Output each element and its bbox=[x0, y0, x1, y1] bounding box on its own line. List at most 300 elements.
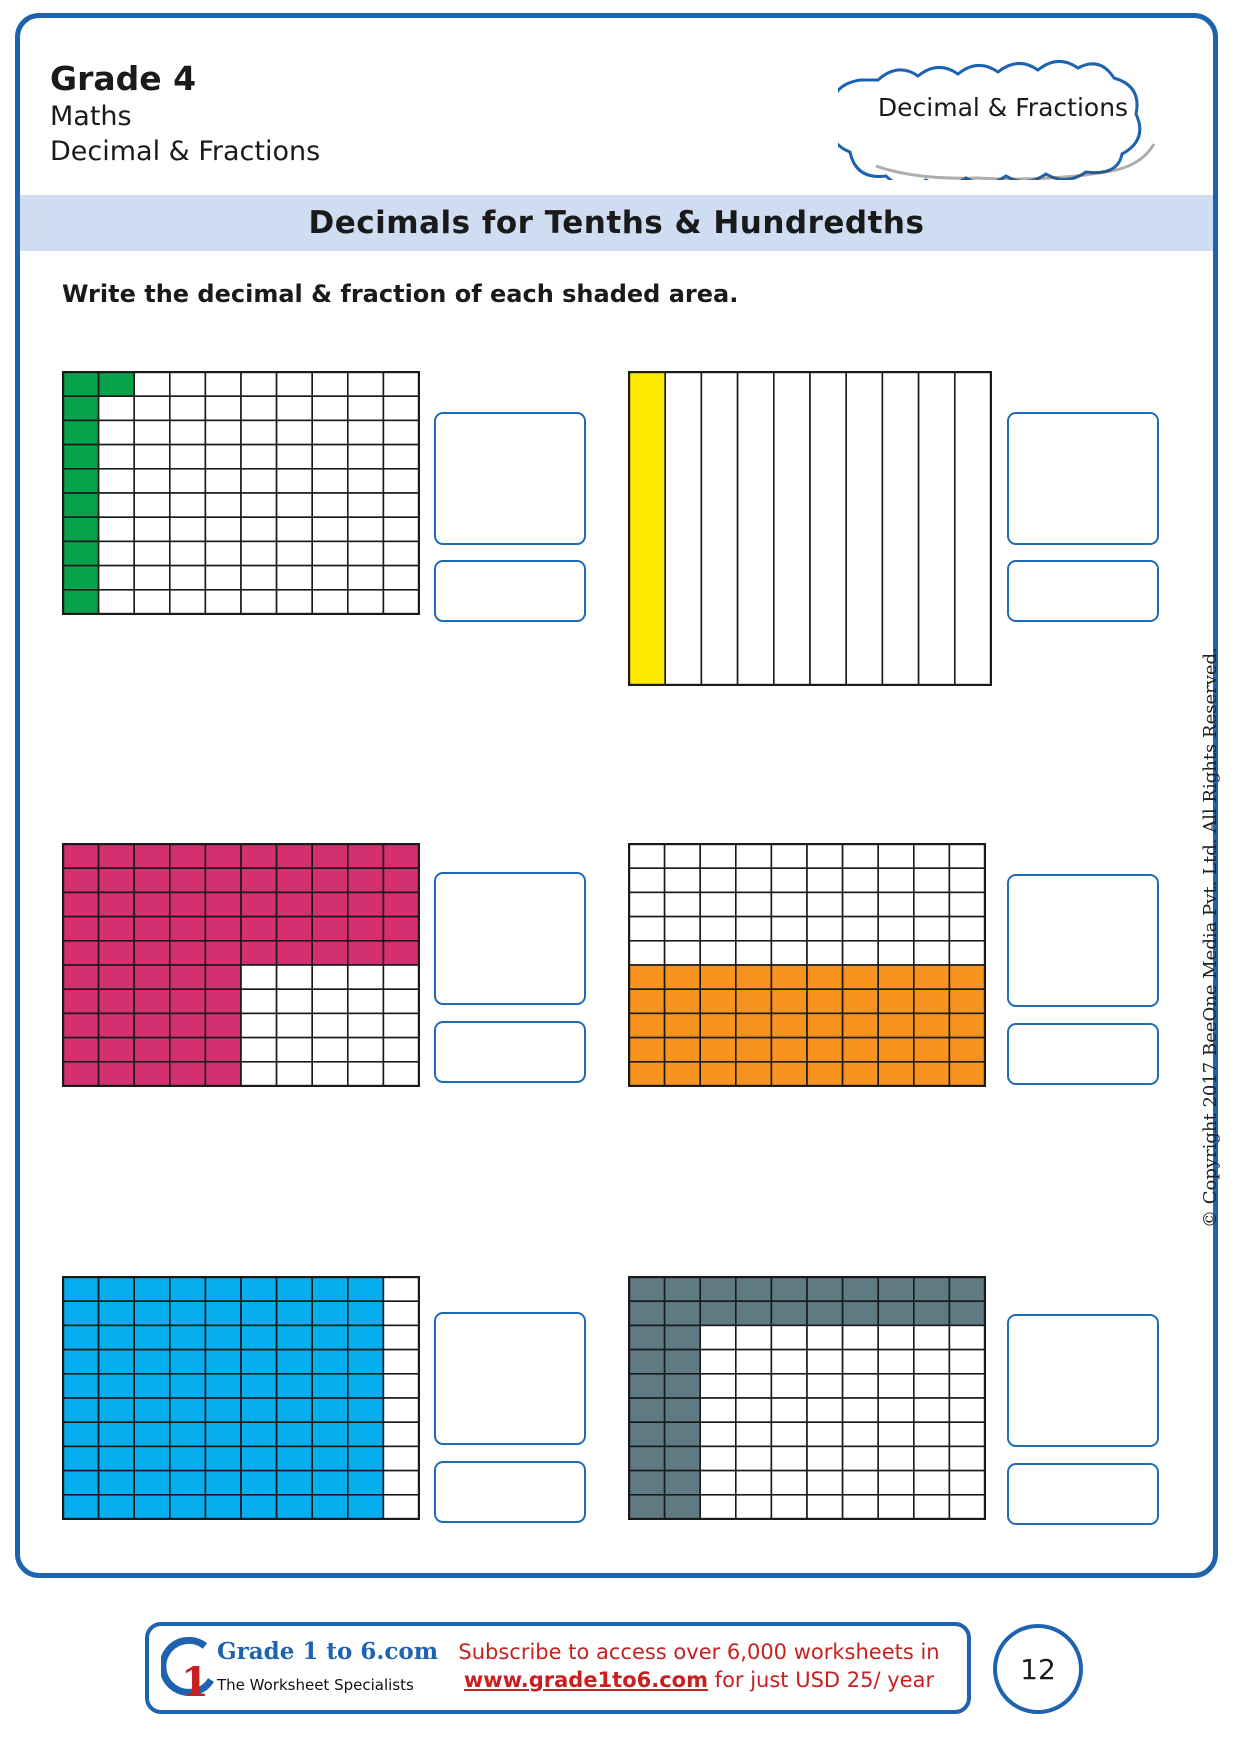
grid-cell bbox=[312, 590, 348, 614]
grid-cell bbox=[170, 1013, 206, 1037]
subscribe-promo bbox=[449, 1638, 949, 1694]
grid-cell bbox=[629, 1471, 665, 1495]
grid-cell bbox=[170, 1422, 206, 1446]
page-number-badge: 12 bbox=[993, 1624, 1083, 1714]
grid-cell bbox=[700, 1422, 736, 1446]
grid-cell bbox=[914, 1277, 950, 1301]
grid-cell bbox=[383, 493, 419, 517]
grid-cell bbox=[205, 1277, 241, 1301]
grid-cell bbox=[736, 1471, 772, 1495]
grid-cell bbox=[383, 372, 419, 396]
grid-cell bbox=[205, 396, 241, 420]
grid-cell bbox=[629, 941, 665, 965]
grid-cell bbox=[277, 1374, 313, 1398]
grid-cell bbox=[771, 989, 807, 1013]
grid-cell bbox=[700, 1446, 736, 1470]
grid-cell bbox=[63, 868, 99, 892]
grid-cell bbox=[700, 1495, 736, 1519]
grid-cell bbox=[914, 1350, 950, 1374]
problem-6-fraction-box[interactable] bbox=[1007, 1314, 1159, 1447]
grid-cell bbox=[383, 517, 419, 541]
grid-cell bbox=[63, 965, 99, 989]
grid-cell bbox=[383, 989, 419, 1013]
grid-cell bbox=[736, 965, 772, 989]
grid-cell bbox=[63, 941, 99, 965]
grid-cell bbox=[949, 892, 985, 916]
grid-cell bbox=[63, 469, 99, 493]
grid-cell bbox=[99, 989, 135, 1013]
grid-cell bbox=[277, 965, 313, 989]
grid-cell bbox=[914, 1325, 950, 1349]
grid-cell bbox=[949, 1301, 985, 1325]
grid-cell bbox=[277, 541, 313, 565]
grid-cell bbox=[134, 469, 170, 493]
grid-cell bbox=[205, 1013, 241, 1037]
grid-cell bbox=[277, 517, 313, 541]
grid-cell bbox=[700, 917, 736, 941]
grid-cell bbox=[170, 1398, 206, 1422]
grid-cell bbox=[312, 1325, 348, 1349]
grid-cell bbox=[700, 1013, 736, 1037]
grid-cell bbox=[241, 1301, 277, 1325]
grid-cell bbox=[348, 372, 384, 396]
grid-cell bbox=[807, 892, 843, 916]
grid-cell bbox=[736, 1446, 772, 1470]
grid-cell bbox=[665, 892, 701, 916]
grid-cell bbox=[914, 1422, 950, 1446]
grid-cell bbox=[277, 1325, 313, 1349]
grid-cell bbox=[843, 844, 879, 868]
grid-cell bbox=[241, 493, 277, 517]
grid-cell bbox=[63, 1374, 99, 1398]
grid-cell bbox=[134, 517, 170, 541]
grid-cell bbox=[277, 420, 313, 444]
grid-cell bbox=[348, 965, 384, 989]
grid-cell bbox=[63, 396, 99, 420]
grid-cell bbox=[99, 493, 135, 517]
grid-cell bbox=[99, 372, 135, 396]
grid-cell bbox=[134, 1495, 170, 1519]
grid-cell bbox=[134, 1350, 170, 1374]
grid-cell bbox=[736, 1374, 772, 1398]
grid-cell bbox=[170, 590, 206, 614]
grid-cell bbox=[736, 1350, 772, 1374]
grid-cell bbox=[312, 892, 348, 916]
grid-cell bbox=[383, 541, 419, 565]
grid-cell bbox=[949, 1374, 985, 1398]
grid-cell bbox=[665, 1277, 701, 1301]
grid-cell bbox=[277, 396, 313, 420]
grid-cell bbox=[277, 917, 313, 941]
grid-cell bbox=[312, 917, 348, 941]
grid-cell bbox=[629, 1422, 665, 1446]
grid-cell bbox=[807, 941, 843, 965]
grid-cell bbox=[99, 1422, 135, 1446]
grid-cell bbox=[700, 892, 736, 916]
website-link[interactable]: www.grade1to6.com bbox=[463, 1668, 708, 1692]
grid-cell bbox=[63, 372, 99, 396]
grid-cell bbox=[63, 445, 99, 469]
grid-cell bbox=[665, 1062, 701, 1086]
grid-cell bbox=[700, 1277, 736, 1301]
grid-cell bbox=[736, 892, 772, 916]
grid-cell bbox=[348, 1013, 384, 1037]
grid-cell bbox=[914, 1471, 950, 1495]
grid-cell bbox=[878, 917, 914, 941]
grid-cell bbox=[241, 517, 277, 541]
grid-cell bbox=[205, 493, 241, 517]
grid-cell bbox=[205, 989, 241, 1013]
grid-cell bbox=[736, 989, 772, 1013]
grid-cell bbox=[736, 1013, 772, 1037]
grid-cell bbox=[205, 1398, 241, 1422]
grid-cell bbox=[700, 1038, 736, 1062]
grid-cell bbox=[348, 1398, 384, 1422]
problem-2-decimal-box[interactable] bbox=[1007, 560, 1159, 622]
grid-cell bbox=[878, 1350, 914, 1374]
grid-cell bbox=[99, 1446, 135, 1470]
cloud-label: Decimal & Fractions bbox=[877, 93, 1129, 122]
grid-cell bbox=[665, 1495, 701, 1519]
grid-cell bbox=[277, 892, 313, 916]
grid-cell bbox=[312, 541, 348, 565]
grid-cell bbox=[348, 1301, 384, 1325]
grid-cell bbox=[170, 566, 206, 590]
grid-cell bbox=[99, 396, 135, 420]
grid-cell bbox=[99, 1374, 135, 1398]
grid-cell bbox=[914, 1038, 950, 1062]
grid-cell bbox=[205, 1038, 241, 1062]
grid-cell bbox=[919, 372, 955, 685]
grid-cell bbox=[843, 1422, 879, 1446]
grid-cell bbox=[63, 1422, 99, 1446]
grid-cell bbox=[170, 1038, 206, 1062]
grid-cell bbox=[949, 1471, 985, 1495]
grid-cell bbox=[878, 868, 914, 892]
problem-6-decimal-box[interactable] bbox=[1007, 1463, 1159, 1525]
grid-cell bbox=[348, 1374, 384, 1398]
grid-cell bbox=[241, 844, 277, 868]
grid-cell bbox=[170, 445, 206, 469]
grid-cell bbox=[914, 989, 950, 1013]
grid-cell bbox=[736, 1062, 772, 1086]
problem-1-grid bbox=[62, 371, 420, 615]
grid-cell bbox=[277, 372, 313, 396]
grid-cell bbox=[99, 892, 135, 916]
grid-cell bbox=[348, 493, 384, 517]
problem-4-fraction-box[interactable] bbox=[1007, 874, 1159, 1007]
grid-cell bbox=[348, 420, 384, 444]
grid-cell bbox=[914, 868, 950, 892]
grid-cell bbox=[134, 1277, 170, 1301]
problem-2-fraction-box[interactable] bbox=[1007, 412, 1159, 545]
grid-cell bbox=[63, 566, 99, 590]
grid-cell bbox=[949, 1495, 985, 1519]
grid-cell bbox=[383, 1013, 419, 1037]
grid-cell bbox=[63, 1277, 99, 1301]
problem-3-fraction-box[interactable] bbox=[434, 872, 586, 1005]
grid-cell bbox=[170, 1277, 206, 1301]
grid-cell bbox=[383, 868, 419, 892]
grid-cell bbox=[241, 1350, 277, 1374]
grid-cell bbox=[665, 1325, 701, 1349]
grid-cell bbox=[383, 1301, 419, 1325]
grid-cell bbox=[170, 1374, 206, 1398]
grid-cell bbox=[99, 1495, 135, 1519]
grid-cell bbox=[383, 1038, 419, 1062]
grid-cell bbox=[312, 1422, 348, 1446]
grid-cell bbox=[99, 1013, 135, 1037]
grid-cell bbox=[878, 965, 914, 989]
grid-cell bbox=[807, 1038, 843, 1062]
grid-cell bbox=[205, 1495, 241, 1519]
grid-cell bbox=[241, 469, 277, 493]
grid-cell bbox=[241, 965, 277, 989]
grid-cell bbox=[949, 917, 985, 941]
grid-cell bbox=[771, 1350, 807, 1374]
grid-cell bbox=[99, 566, 135, 590]
grid-cell bbox=[134, 372, 170, 396]
grid-cell bbox=[700, 1374, 736, 1398]
grid-cell bbox=[312, 1038, 348, 1062]
grid-cell bbox=[312, 844, 348, 868]
grid-cell bbox=[629, 965, 665, 989]
grid-cell bbox=[878, 1422, 914, 1446]
grid-cell bbox=[383, 1374, 419, 1398]
grid-cell bbox=[383, 1422, 419, 1446]
grid-cell bbox=[277, 1062, 313, 1086]
grid-cell bbox=[312, 493, 348, 517]
grid-cell bbox=[949, 1062, 985, 1086]
grid-cell bbox=[348, 941, 384, 965]
grid-cell bbox=[629, 1398, 665, 1422]
grid-cell bbox=[348, 1495, 384, 1519]
grid-cell bbox=[383, 941, 419, 965]
grid-cell bbox=[629, 1013, 665, 1037]
grid-cell bbox=[700, 844, 736, 868]
grid-cell bbox=[878, 1062, 914, 1086]
grid-cell bbox=[700, 1350, 736, 1374]
grid-cell bbox=[771, 1398, 807, 1422]
subject-heading: Maths bbox=[50, 101, 132, 132]
grid-cell bbox=[277, 941, 313, 965]
grid-cell bbox=[134, 566, 170, 590]
problem-5-decimal-box[interactable] bbox=[434, 1461, 586, 1523]
grid-cell bbox=[771, 1062, 807, 1086]
grid-cell bbox=[878, 1013, 914, 1037]
grid-cell bbox=[205, 541, 241, 565]
grid-cell bbox=[383, 1277, 419, 1301]
grid-cell bbox=[312, 941, 348, 965]
grid-cell bbox=[348, 892, 384, 916]
grid-cell bbox=[629, 1350, 665, 1374]
grid-cell bbox=[736, 917, 772, 941]
grid-cell bbox=[312, 566, 348, 590]
grid-cell bbox=[205, 445, 241, 469]
grid-cell bbox=[205, 566, 241, 590]
grid-cell bbox=[665, 1471, 701, 1495]
grid-cell bbox=[771, 1301, 807, 1325]
grid-cell bbox=[878, 1277, 914, 1301]
grid-cell bbox=[312, 469, 348, 493]
grid-cell bbox=[63, 1398, 99, 1422]
grid-cell bbox=[807, 1446, 843, 1470]
grid-cell bbox=[205, 844, 241, 868]
grid-cell bbox=[843, 1398, 879, 1422]
grid-cell bbox=[665, 1038, 701, 1062]
grid-cell bbox=[736, 1325, 772, 1349]
grid-cell bbox=[134, 1038, 170, 1062]
grid-cell bbox=[383, 590, 419, 614]
grid-cell bbox=[955, 372, 991, 685]
grid-cell bbox=[807, 1277, 843, 1301]
grid-cell bbox=[99, 1038, 135, 1062]
grid-cell bbox=[134, 1374, 170, 1398]
problem-3-decimal-box[interactable] bbox=[434, 1021, 586, 1083]
grid-cell bbox=[348, 517, 384, 541]
grid-cell bbox=[949, 1350, 985, 1374]
problem-5-fraction-box[interactable] bbox=[434, 1312, 586, 1445]
grid-cell bbox=[241, 1471, 277, 1495]
grid-cell bbox=[701, 372, 737, 685]
grid-cell bbox=[205, 917, 241, 941]
grid-cell bbox=[348, 1277, 384, 1301]
grid-cell bbox=[205, 1301, 241, 1325]
grid-cell bbox=[63, 1013, 99, 1037]
grid-cell bbox=[63, 1062, 99, 1086]
grid-cell bbox=[99, 868, 135, 892]
grid-cell bbox=[170, 1325, 206, 1349]
grid-cell bbox=[205, 590, 241, 614]
grid-cell bbox=[170, 965, 206, 989]
grid-cell bbox=[312, 1398, 348, 1422]
logo-title: Grade 1 to 6.com bbox=[217, 1638, 439, 1665]
grid-cell bbox=[736, 1277, 772, 1301]
grid-cell bbox=[736, 844, 772, 868]
grid-cell bbox=[205, 1422, 241, 1446]
grid-cell bbox=[665, 1301, 701, 1325]
grid-cell bbox=[807, 989, 843, 1013]
grid-cell bbox=[63, 1446, 99, 1470]
problem-4-grid bbox=[628, 843, 986, 1087]
grid-cell bbox=[63, 1038, 99, 1062]
grid-cell bbox=[348, 541, 384, 565]
grid-cell bbox=[170, 917, 206, 941]
grid-cell bbox=[383, 1495, 419, 1519]
grid-cell bbox=[170, 396, 206, 420]
grid-cell bbox=[771, 1471, 807, 1495]
grid-cell bbox=[843, 1446, 879, 1470]
grid-cell bbox=[134, 868, 170, 892]
grid-cell bbox=[241, 1446, 277, 1470]
grid-cell bbox=[807, 1325, 843, 1349]
grid-cell bbox=[914, 1062, 950, 1086]
grid-cell bbox=[205, 372, 241, 396]
grid-cell bbox=[700, 989, 736, 1013]
grid-cell bbox=[241, 420, 277, 444]
grid-cell bbox=[241, 566, 277, 590]
grid-cell bbox=[205, 868, 241, 892]
grid-cell bbox=[736, 1301, 772, 1325]
grid-cell bbox=[665, 1350, 701, 1374]
grid-cell bbox=[63, 590, 99, 614]
grid-cell bbox=[312, 1301, 348, 1325]
grid-cell bbox=[277, 1038, 313, 1062]
grid-cell bbox=[348, 396, 384, 420]
grid-cell bbox=[277, 844, 313, 868]
grid-cell bbox=[241, 396, 277, 420]
grid-cell bbox=[914, 892, 950, 916]
grid-cell bbox=[878, 1374, 914, 1398]
grid-cell bbox=[63, 1301, 99, 1325]
grid-cell bbox=[134, 965, 170, 989]
problem-4-decimal-box[interactable] bbox=[1007, 1023, 1159, 1085]
grid-cell bbox=[771, 917, 807, 941]
grid-cell bbox=[629, 892, 665, 916]
grid-cell bbox=[99, 445, 135, 469]
problem-1-fraction-box[interactable] bbox=[434, 412, 586, 545]
grid-cell bbox=[348, 1325, 384, 1349]
grid-cell bbox=[63, 1471, 99, 1495]
grid-cell bbox=[134, 590, 170, 614]
footer-banner bbox=[145, 1622, 971, 1714]
grid-cell bbox=[843, 965, 879, 989]
grid-cell bbox=[99, 917, 135, 941]
grid-cell bbox=[312, 1013, 348, 1037]
grid-cell bbox=[241, 917, 277, 941]
grid-cell bbox=[878, 1301, 914, 1325]
grid-cell bbox=[629, 868, 665, 892]
grid-cell bbox=[134, 541, 170, 565]
grid-cell bbox=[771, 1277, 807, 1301]
grid-cell bbox=[949, 1325, 985, 1349]
grid-cell bbox=[665, 844, 701, 868]
grid-cell bbox=[949, 1277, 985, 1301]
grid-cell bbox=[843, 1495, 879, 1519]
problem-1-decimal-box[interactable] bbox=[434, 560, 586, 622]
grid-cell bbox=[63, 541, 99, 565]
grid-cell bbox=[277, 1277, 313, 1301]
grid-cell bbox=[134, 1013, 170, 1037]
grid-cell bbox=[665, 917, 701, 941]
grid-cell bbox=[807, 1374, 843, 1398]
grid-cell bbox=[807, 1062, 843, 1086]
grid-cell bbox=[383, 1398, 419, 1422]
grid-cell bbox=[629, 1277, 665, 1301]
grid-cell bbox=[312, 965, 348, 989]
grid-cell bbox=[312, 445, 348, 469]
grid-cell bbox=[807, 868, 843, 892]
problem-3-grid bbox=[62, 843, 420, 1087]
grid-cell bbox=[843, 989, 879, 1013]
grid-cell bbox=[665, 1446, 701, 1470]
grid-cell bbox=[771, 1495, 807, 1519]
grid-cell bbox=[63, 517, 99, 541]
grid-cell bbox=[277, 1422, 313, 1446]
grid-cell bbox=[629, 1446, 665, 1470]
grid-cell bbox=[383, 469, 419, 493]
grid-cell bbox=[277, 1013, 313, 1037]
grid-cell bbox=[170, 469, 206, 493]
grid-cell bbox=[700, 1398, 736, 1422]
grid-cell bbox=[312, 1471, 348, 1495]
grid-cell bbox=[277, 1301, 313, 1325]
grid-cell bbox=[277, 566, 313, 590]
grid-cell bbox=[807, 1398, 843, 1422]
grid-cell bbox=[383, 965, 419, 989]
grid-cell bbox=[63, 917, 99, 941]
grade1to6-logo-icon bbox=[161, 1634, 221, 1708]
